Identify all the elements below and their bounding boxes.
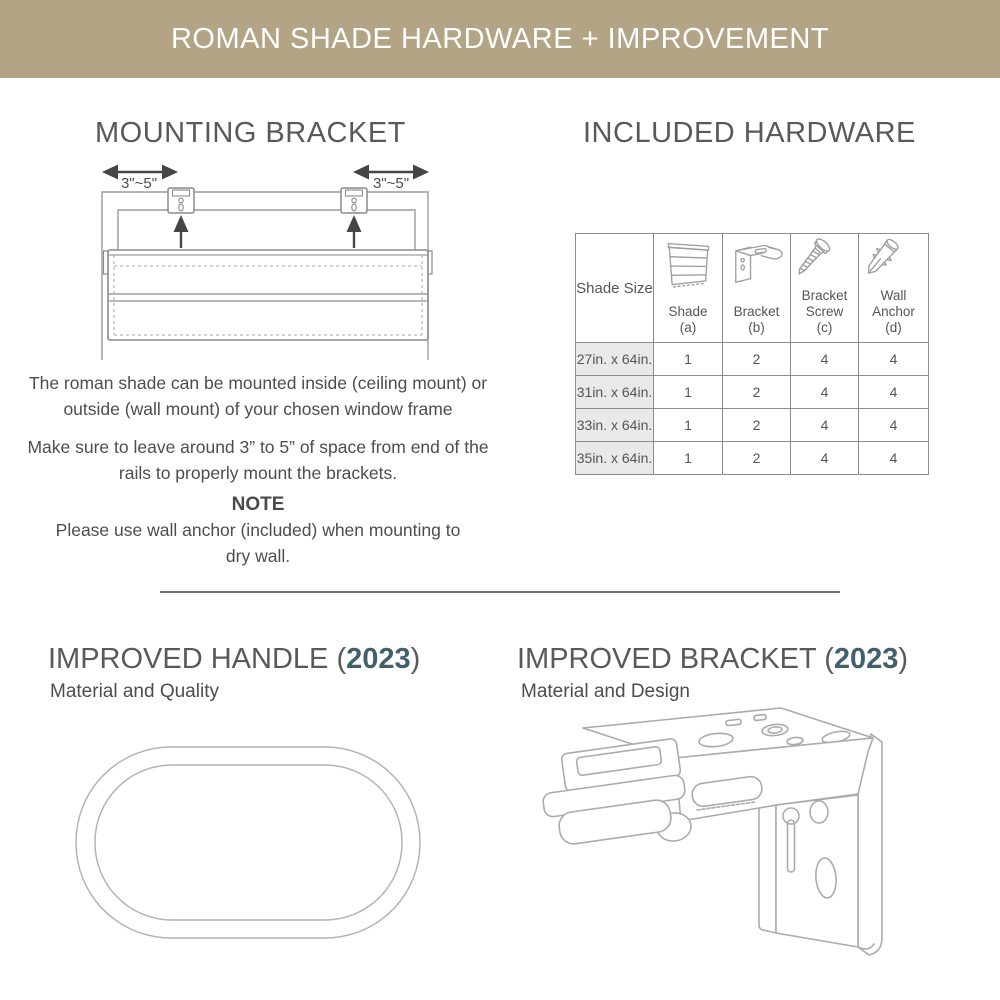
note-body — [8, 517, 508, 569]
title-prefix: IMPROVED HANDLE ( — [48, 643, 347, 675]
bracket-icon — [727, 238, 787, 286]
qty-bracket: 2 — [723, 376, 791, 409]
qty-screw: 4 — [791, 442, 859, 475]
note-title: NOTE — [231, 494, 285, 515]
title-year: 2023 — [833, 643, 899, 675]
improved-bracket-title — [517, 643, 908, 676]
col-bracket-screw — [791, 234, 859, 343]
section-divider — [160, 591, 840, 593]
qty-anchor: 4 — [859, 409, 929, 442]
spacing-paragraph — [8, 434, 508, 486]
mount-paragraph-text: The roman shade can be mounted inside (ceiling mount) or outside (wall mount) of your chosen window frame — [28, 373, 488, 419]
title-suffix: ) — [898, 643, 909, 675]
col-label: Bracket — [733, 304, 780, 319]
title-suffix: ) — [410, 643, 421, 675]
qty-shade: 1 — [654, 409, 723, 442]
col-sub: (a) — [679, 320, 697, 335]
table-row — [576, 442, 929, 475]
table-row — [576, 376, 929, 409]
note-body-text: Please use wall anchor (included) when mounting to dry wall. — [55, 520, 461, 566]
title-year: 2023 — [346, 643, 411, 675]
row-size: 33in. x 64in. — [576, 409, 654, 442]
title-prefix: IMPROVED BRACKET ( — [517, 643, 834, 675]
col-label: Bracket Screw — [801, 288, 848, 319]
qty-screw: 4 — [791, 343, 859, 376]
shade-icon — [660, 238, 716, 294]
col-bracket — [723, 234, 791, 343]
qty-bracket: 2 — [723, 343, 791, 376]
handle-drawing — [74, 744, 422, 942]
bracket-drawing — [523, 700, 965, 970]
col-label: Shade — [668, 304, 708, 319]
qty-screw: 4 — [791, 376, 859, 409]
improved-handle-title — [48, 643, 420, 676]
qty-anchor: 4 — [859, 376, 929, 409]
qty-bracket: 2 — [723, 409, 791, 442]
row-size: 27in. x 64in. — [576, 343, 654, 376]
qty-shade: 1 — [654, 376, 723, 409]
mount-paragraph — [8, 370, 508, 422]
col-wall-anchor — [859, 234, 929, 343]
included-hardware-table — [575, 233, 929, 475]
table-header-row — [576, 234, 929, 343]
col-sub: (b) — [748, 320, 765, 335]
col-sub: (c) — [816, 320, 833, 335]
col-sub: (d) — [885, 320, 902, 335]
col-shade — [654, 234, 723, 343]
left-gap-label: 3"~5" — [120, 175, 158, 192]
mounting-diagram — [90, 158, 450, 372]
wall-anchor-icon — [867, 238, 921, 284]
qty-screw: 4 — [791, 409, 859, 442]
col-label: Wall Anchor — [872, 288, 915, 319]
table-row — [576, 409, 929, 442]
bracket-screw-icon — [798, 238, 852, 284]
included-hardware-title: INCLUDED HARDWARE — [583, 117, 916, 149]
qty-shade: 1 — [654, 442, 723, 475]
spacing-paragraph-text: Make sure to leave around 3” to 5” of space from end of the rails to properly mount the brackets. — [27, 437, 489, 483]
qty-shade: 1 — [654, 343, 723, 376]
row-size: 35in. x 64in. — [576, 442, 654, 475]
qty-bracket: 2 — [723, 442, 791, 475]
mounting-diagram-drawing — [90, 158, 450, 372]
qty-anchor: 4 — [859, 343, 929, 376]
qty-anchor: 4 — [859, 442, 929, 475]
header-band — [0, 0, 1000, 78]
table-row — [576, 343, 929, 376]
page-title: ROMAN SHADE HARDWARE + IMPROVEMENT — [170, 22, 830, 55]
improved-handle-subtitle: Material and Quality — [50, 681, 219, 702]
corner-header: Shade Size — [576, 234, 654, 343]
right-gap-label: 3"~5" — [372, 175, 410, 192]
improved-bracket-subtitle: Material and Design — [521, 681, 690, 702]
row-size: 31in. x 64in. — [576, 376, 654, 409]
mounting-bracket-title: MOUNTING BRACKET — [95, 117, 406, 149]
